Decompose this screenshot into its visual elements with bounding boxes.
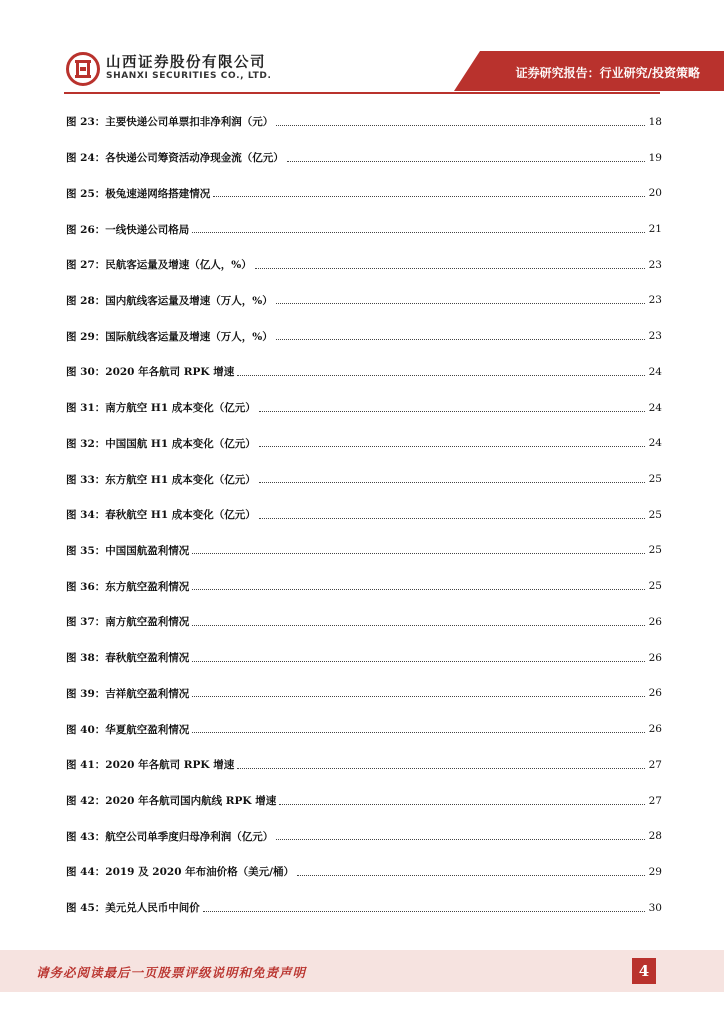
toc-leader-dots (279, 804, 644, 805)
company-name-en: SHANXI SECURITIES CO., LTD. (106, 71, 272, 81)
toc-leader-dots (259, 446, 645, 447)
company-logo-icon (66, 52, 100, 86)
toc-entry[interactable] (66, 461, 662, 497)
toc-leader-dots (203, 911, 645, 912)
toc-entry-label: 图 30：2020 年各航司 RPK 增速 (66, 366, 235, 379)
toc-entry-page: 23 (648, 258, 662, 271)
toc-entry-page: 24 (648, 365, 662, 378)
toc-entry-label: 图 26：一线快递公司格局 (66, 223, 190, 236)
toc-entry-label: 图 37：南方航空盈利情况 (66, 616, 190, 629)
toc-entry[interactable] (66, 747, 662, 783)
company-name-cn: 山西证券股份有限公司 (106, 55, 266, 71)
toc-entry[interactable] (66, 283, 662, 319)
toc-leader-dots (237, 375, 644, 376)
toc-entry-label: 图 24：各快递公司筹资活动净现金流（亿元） (66, 152, 284, 165)
toc-entry[interactable] (66, 568, 662, 604)
toc-entry-page: 24 (648, 437, 662, 450)
toc-entry-label: 图 33：东方航空 H1 成本变化（亿元） (66, 473, 256, 486)
toc-entry-page: 25 (648, 508, 662, 521)
toc-entry-label: 图 35：中国国航盈利情况 (66, 544, 190, 557)
toc-entry-label: 图 32：中国国航 H1 成本变化（亿元） (66, 437, 256, 450)
toc-entry-page: 27 (648, 794, 662, 807)
toc-entry-label: 图 42：2020 年各航司国内航线 RPK 增速 (66, 795, 277, 808)
toc-entry-label: 图 40：华夏航空盈利情况 (66, 723, 190, 736)
toc-entry-page: 25 (648, 544, 662, 557)
toc-entry-page: 18 (648, 115, 662, 128)
toc-leader-dots (192, 589, 644, 590)
toc-entry-page: 25 (648, 580, 662, 593)
toc-entry-page: 19 (648, 151, 662, 164)
toc-leader-dots (259, 518, 645, 519)
toc-leader-dots (192, 661, 644, 662)
disclaimer-text: 请务必阅读最后一页股票评级说明和免责声明 (36, 965, 307, 980)
toc-entry-label: 图 45：美元兑人民币中间价 (66, 902, 200, 915)
toc-leader-dots (276, 839, 644, 840)
toc-leader-dots (287, 161, 645, 162)
toc-entry-page: 26 (648, 723, 662, 736)
toc-entry-page: 26 (648, 651, 662, 664)
toc-entry[interactable] (66, 497, 662, 533)
toc-leader-dots (276, 125, 644, 126)
toc-entry-label: 图 28：国内航线客运量及增速（万人，%） (66, 294, 273, 307)
toc-entry[interactable] (66, 318, 662, 354)
toc-leader-dots (192, 232, 644, 233)
toc-entry[interactable] (66, 354, 662, 390)
toc-leader-dots (213, 196, 644, 197)
toc-entry-page: 23 (648, 294, 662, 307)
toc-entry[interactable] (66, 175, 662, 211)
toc-entry[interactable] (66, 425, 662, 461)
report-type: 证券研究报告：行业研究/投资策略 (515, 66, 700, 80)
toc-entry[interactable] (66, 783, 662, 819)
toc-entry-label: 图 38：春秋航空盈利情况 (66, 652, 190, 665)
toc-entry[interactable] (66, 140, 662, 176)
toc-leader-dots (259, 411, 645, 412)
toc-entry-page: 29 (648, 865, 662, 878)
toc-entry-page: 24 (648, 401, 662, 414)
toc-entry[interactable] (66, 854, 662, 890)
page-number: 4 (632, 958, 656, 984)
toc-entry-page: 28 (648, 830, 662, 843)
toc-leader-dots (259, 482, 645, 483)
toc-entry-label: 图 44：2019 及 2020 年布油价格（美元/桶） (66, 866, 295, 879)
toc-entry-label: 图 25：极兔速递网络搭建情况 (66, 187, 211, 200)
toc-entry[interactable] (66, 890, 662, 926)
toc-entry[interactable] (66, 604, 662, 640)
toc-entry-page: 27 (648, 758, 662, 771)
toc-leader-dots (192, 625, 644, 626)
toc-entry[interactable] (66, 818, 662, 854)
toc-entry[interactable] (66, 211, 662, 247)
toc-entry[interactable] (66, 390, 662, 426)
toc-leader-dots (237, 768, 644, 769)
toc-entry-page: 30 (648, 901, 662, 914)
toc-entry-page: 20 (648, 187, 662, 200)
toc-entry-label: 图 41：2020 年各航司 RPK 增速 (66, 759, 235, 772)
toc-entry-label: 图 36：东方航空盈利情况 (66, 580, 190, 593)
page-header (0, 0, 724, 100)
toc-entry-page: 21 (648, 223, 662, 236)
page-footer (0, 950, 724, 992)
toc-entry[interactable] (66, 676, 662, 712)
header-divider (64, 92, 660, 94)
toc-leader-dots (192, 732, 644, 733)
toc-entry-page: 26 (648, 615, 662, 628)
toc-entry-label: 图 34：春秋航空 H1 成本变化（亿元） (66, 509, 256, 522)
toc-entry-label: 图 43：航空公司单季度归母净利润（亿元） (66, 830, 274, 843)
toc-entry-page: 23 (648, 330, 662, 343)
toc-entry-label: 图 31：南方航空 H1 成本变化（亿元） (66, 402, 256, 415)
toc-leader-dots (276, 339, 645, 340)
toc-entry[interactable] (66, 711, 662, 747)
toc-entry[interactable] (66, 247, 662, 283)
toc-entry[interactable] (66, 640, 662, 676)
toc-entry-label: 图 27：民航客运量及增速（亿人，%） (66, 259, 252, 272)
toc-leader-dots (192, 553, 644, 554)
toc-leader-dots (297, 875, 645, 876)
toc-entry-page: 26 (648, 687, 662, 700)
toc-entry[interactable] (66, 533, 662, 569)
toc-leader-dots (192, 696, 644, 697)
toc-entry-label: 图 39：吉祥航空盈利情况 (66, 687, 190, 700)
figure-list (66, 104, 662, 926)
toc-entry-label: 图 29：国际航线客运量及增速（万人，%） (66, 330, 273, 343)
toc-entry[interactable] (66, 104, 662, 140)
toc-entry-page: 25 (648, 473, 662, 486)
toc-leader-dots (255, 268, 645, 269)
toc-leader-dots (276, 303, 645, 304)
toc-entry-label: 图 23：主要快递公司单票扣非净利润（元） (66, 116, 274, 129)
